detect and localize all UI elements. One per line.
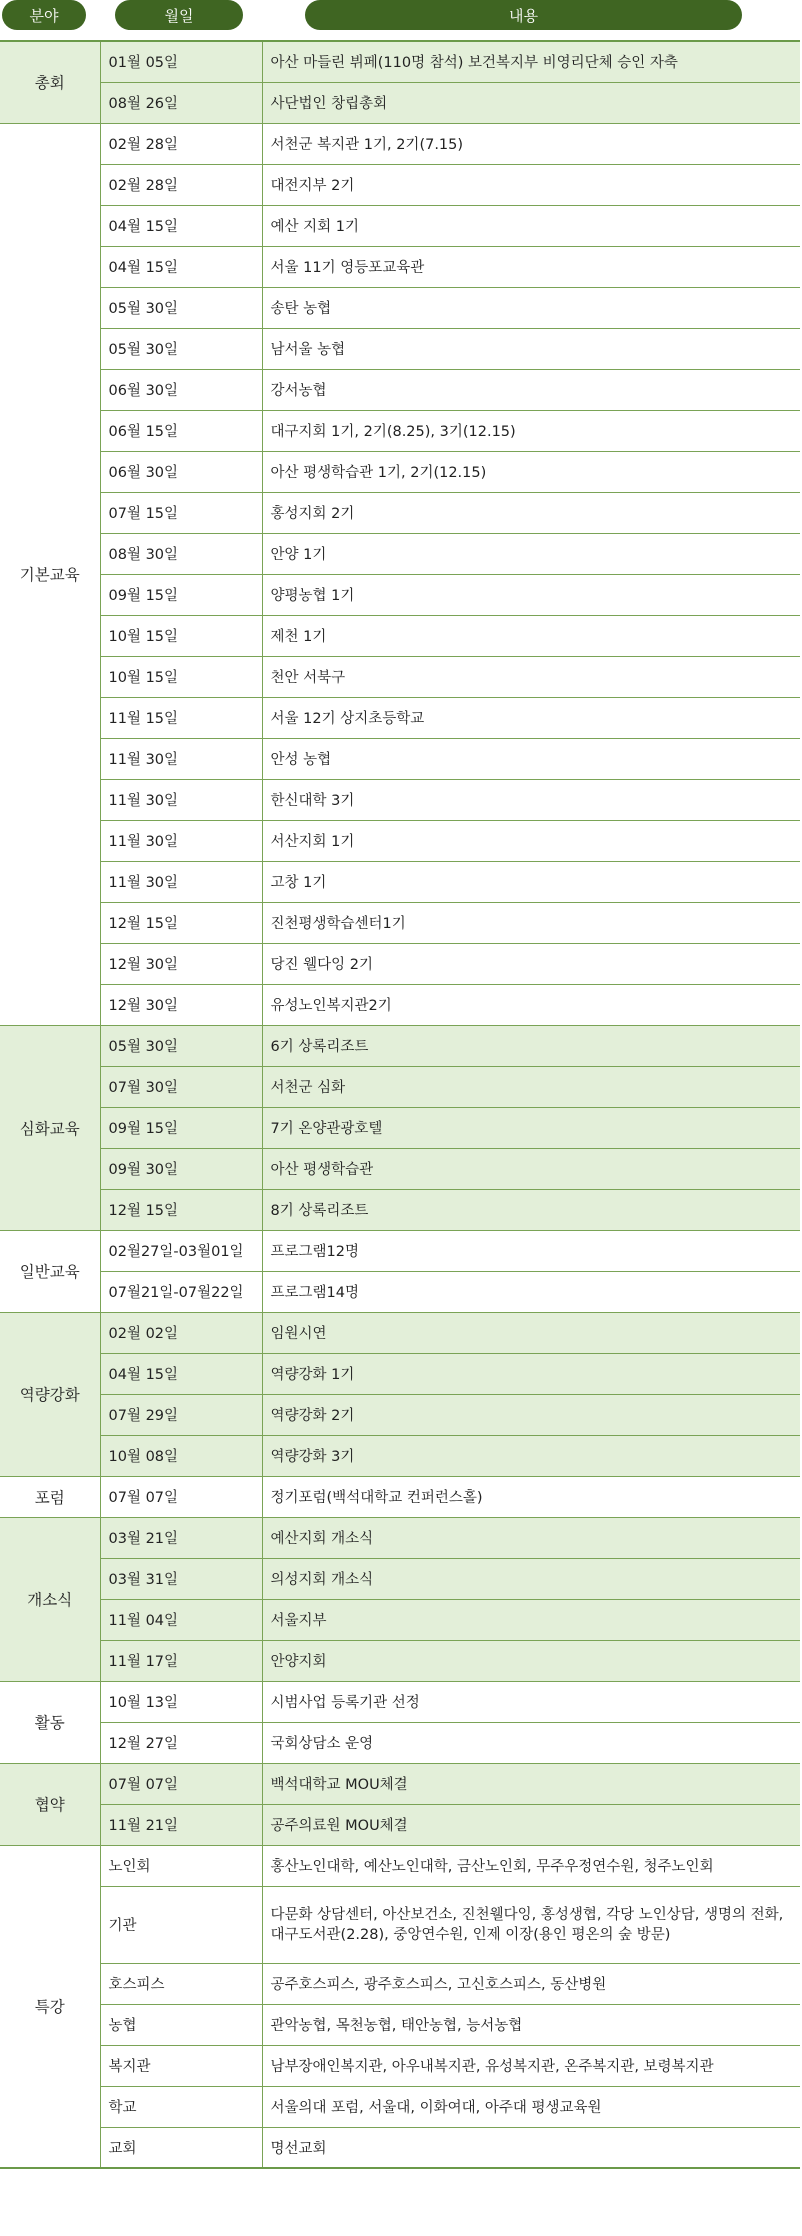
category-cell: 특강 bbox=[0, 1845, 100, 2168]
table-row bbox=[0, 615, 800, 656]
content-cell: 의성지회 개소식 bbox=[262, 1558, 800, 1599]
date-cell: 07월 07일 bbox=[100, 1476, 262, 1517]
content-cell: 관악농협, 목천농협, 태안농협, 능서농협 bbox=[262, 2004, 800, 2045]
date-cell: 06월 15일 bbox=[100, 410, 262, 451]
date-cell: 복지관 bbox=[100, 2045, 262, 2086]
table-row bbox=[0, 1025, 800, 1066]
content-cell: 예산지회 개소식 bbox=[262, 1517, 800, 1558]
content-cell: 남부장애인복지관, 아우내복지관, 유성복지관, 온주복지관, 보령복지관 bbox=[262, 2045, 800, 2086]
date-cell: 09월 30일 bbox=[100, 1148, 262, 1189]
content-cell: 한신대학 3기 bbox=[262, 779, 800, 820]
content-cell: 사단법인 창립총회 bbox=[262, 82, 800, 123]
content-cell: 송탄 농협 bbox=[262, 287, 800, 328]
table-header bbox=[0, 0, 802, 40]
content-cell: 서천군 심화 bbox=[262, 1066, 800, 1107]
content-cell: 서울 11기 영등포교육관 bbox=[262, 246, 800, 287]
date-cell: 01월 05일 bbox=[100, 41, 262, 82]
date-cell: 04월 15일 bbox=[100, 246, 262, 287]
table-row bbox=[0, 697, 800, 738]
date-cell: 04월 15일 bbox=[100, 205, 262, 246]
date-cell: 11월 04일 bbox=[100, 1599, 262, 1640]
table-row bbox=[0, 1640, 800, 1681]
content-cell: 서울지부 bbox=[262, 1599, 800, 1640]
date-cell: 12월 30일 bbox=[100, 943, 262, 984]
content-cell: 안양지회 bbox=[262, 1640, 800, 1681]
date-cell: 07월 07일 bbox=[100, 1763, 262, 1804]
events-table bbox=[0, 40, 800, 2169]
table-row bbox=[0, 41, 800, 82]
content-cell: 유성노인복지관2기 bbox=[262, 984, 800, 1025]
date-cell: 07월 30일 bbox=[100, 1066, 262, 1107]
date-cell: 11월 17일 bbox=[100, 1640, 262, 1681]
content-cell: 6기 상록리조트 bbox=[262, 1025, 800, 1066]
table-row bbox=[0, 1066, 800, 1107]
table-row bbox=[0, 1886, 800, 1963]
content-cell: 강서농협 bbox=[262, 369, 800, 410]
table-row bbox=[0, 1148, 800, 1189]
content-cell: 천안 서북구 bbox=[262, 656, 800, 697]
table-row bbox=[0, 861, 800, 902]
date-cell: 11월 30일 bbox=[100, 861, 262, 902]
table-row bbox=[0, 1189, 800, 1230]
content-cell: 공주호스피스, 광주호스피스, 고신호스피스, 동산병원 bbox=[262, 1963, 800, 2004]
content-cell: 임원시연 bbox=[262, 1312, 800, 1353]
date-cell: 04월 15일 bbox=[100, 1353, 262, 1394]
date-cell: 10월 15일 bbox=[100, 615, 262, 656]
header-content: 내용 bbox=[305, 0, 742, 30]
table-row bbox=[0, 1963, 800, 2004]
date-cell: 07월21일-07월22일 bbox=[100, 1271, 262, 1312]
content-cell: 서산지회 1기 bbox=[262, 820, 800, 861]
date-cell: 10월 15일 bbox=[100, 656, 262, 697]
table-row bbox=[0, 410, 800, 451]
table-row bbox=[0, 2086, 800, 2127]
table-row bbox=[0, 1681, 800, 1722]
date-cell: 09월 15일 bbox=[100, 1107, 262, 1148]
content-cell: 예산 지회 1기 bbox=[262, 205, 800, 246]
table-row bbox=[0, 1804, 800, 1845]
header-date: 월일 bbox=[115, 0, 243, 30]
content-cell: 공주의료원 MOU체결 bbox=[262, 1804, 800, 1845]
content-cell: 시범사업 등록기관 선정 bbox=[262, 1681, 800, 1722]
content-cell: 국회상담소 운영 bbox=[262, 1722, 800, 1763]
table-row bbox=[0, 820, 800, 861]
category-cell: 포럼 bbox=[0, 1476, 100, 1517]
category-cell: 일반교육 bbox=[0, 1230, 100, 1312]
category-cell: 총회 bbox=[0, 41, 100, 123]
date-cell: 05월 30일 bbox=[100, 328, 262, 369]
table-row bbox=[0, 1722, 800, 1763]
date-cell: 03월 31일 bbox=[100, 1558, 262, 1599]
table-row bbox=[0, 1271, 800, 1312]
date-cell: 03월 21일 bbox=[100, 1517, 262, 1558]
content-cell: 대구지회 1기, 2기(8.25), 3기(12.15) bbox=[262, 410, 800, 451]
date-cell: 노인회 bbox=[100, 1845, 262, 1886]
date-cell: 11월 30일 bbox=[100, 738, 262, 779]
table-row bbox=[0, 902, 800, 943]
date-cell: 02월 02일 bbox=[100, 1312, 262, 1353]
table-row bbox=[0, 1476, 800, 1517]
content-cell: 프로그램14명 bbox=[262, 1271, 800, 1312]
content-cell: 대전지부 2기 bbox=[262, 164, 800, 205]
date-cell: 05월 30일 bbox=[100, 1025, 262, 1066]
content-cell: 양평농협 1기 bbox=[262, 574, 800, 615]
table-row bbox=[0, 943, 800, 984]
date-cell: 06월 30일 bbox=[100, 451, 262, 492]
date-cell: 08월 26일 bbox=[100, 82, 262, 123]
content-cell: 역량강화 2기 bbox=[262, 1394, 800, 1435]
content-cell: 서천군 복지관 1기, 2기(7.15) bbox=[262, 123, 800, 164]
date-cell: 11월 30일 bbox=[100, 779, 262, 820]
date-cell: 12월 15일 bbox=[100, 902, 262, 943]
content-cell: 제천 1기 bbox=[262, 615, 800, 656]
table-row bbox=[0, 1312, 800, 1353]
category-cell: 역량강화 bbox=[0, 1312, 100, 1476]
table-row bbox=[0, 1763, 800, 1804]
date-cell: 07월 15일 bbox=[100, 492, 262, 533]
date-cell: 06월 30일 bbox=[100, 369, 262, 410]
date-cell: 02월 28일 bbox=[100, 123, 262, 164]
date-cell: 학교 bbox=[100, 2086, 262, 2127]
table-row bbox=[0, 1394, 800, 1435]
date-cell: 12월 15일 bbox=[100, 1189, 262, 1230]
content-cell: 서울의대 포럼, 서울대, 이화여대, 아주대 평생교육원 bbox=[262, 2086, 800, 2127]
content-cell: 고창 1기 bbox=[262, 861, 800, 902]
table-row bbox=[0, 1353, 800, 1394]
content-cell: 진천평생학습센터1기 bbox=[262, 902, 800, 943]
date-cell: 11월 21일 bbox=[100, 1804, 262, 1845]
table-row bbox=[0, 779, 800, 820]
table-row bbox=[0, 2004, 800, 2045]
content-cell: 안양 1기 bbox=[262, 533, 800, 574]
content-cell: 8기 상록리조트 bbox=[262, 1189, 800, 1230]
content-cell: 백석대학교 MOU체결 bbox=[262, 1763, 800, 1804]
date-cell: 12월 30일 bbox=[100, 984, 262, 1025]
content-cell: 역량강화 3기 bbox=[262, 1435, 800, 1476]
table-row bbox=[0, 451, 800, 492]
content-cell: 아산 평생학습관 1기, 2기(12.15) bbox=[262, 451, 800, 492]
table-row bbox=[0, 1435, 800, 1476]
table-row bbox=[0, 164, 800, 205]
table-row bbox=[0, 328, 800, 369]
category-cell: 협약 bbox=[0, 1763, 100, 1845]
content-cell: 정기포럼(백석대학교 컨퍼런스홀) bbox=[262, 1476, 800, 1517]
date-cell: 08월 30일 bbox=[100, 533, 262, 574]
date-cell: 호스피스 bbox=[100, 1963, 262, 2004]
date-cell: 기관 bbox=[100, 1886, 262, 1963]
content-cell: 안성 농협 bbox=[262, 738, 800, 779]
date-cell: 10월 08일 bbox=[100, 1435, 262, 1476]
date-cell: 12월 27일 bbox=[100, 1722, 262, 1763]
table-row bbox=[0, 984, 800, 1025]
date-cell: 05월 30일 bbox=[100, 287, 262, 328]
content-cell: 당진 웰다잉 2기 bbox=[262, 943, 800, 984]
table-row bbox=[0, 205, 800, 246]
table-row bbox=[0, 1845, 800, 1886]
category-cell: 기본교육 bbox=[0, 123, 100, 1025]
category-cell: 활동 bbox=[0, 1681, 100, 1763]
table-row bbox=[0, 1599, 800, 1640]
table-row bbox=[0, 492, 800, 533]
table-row bbox=[0, 287, 800, 328]
date-cell: 07월 29일 bbox=[100, 1394, 262, 1435]
table-row bbox=[0, 123, 800, 164]
header-category: 분야 bbox=[2, 0, 86, 30]
content-cell: 프로그램12명 bbox=[262, 1230, 800, 1271]
table-row bbox=[0, 246, 800, 287]
table-row bbox=[0, 738, 800, 779]
content-cell: 아산 마들린 뷔페(110명 참석) 보건복지부 비영리단체 승인 자축 bbox=[262, 41, 800, 82]
content-cell: 7기 온양관광호텔 bbox=[262, 1107, 800, 1148]
content-cell: 서울 12기 상지초등학교 bbox=[262, 697, 800, 738]
table-row bbox=[0, 1558, 800, 1599]
table-row bbox=[0, 533, 800, 574]
date-cell: 농협 bbox=[100, 2004, 262, 2045]
content-cell: 다문화 상담센터, 아산보건소, 진천웰다잉, 홍성생협, 각당 노인상담, 생명의 전화, 대구도서관(2.28), 중앙연수원, 인제 이장(용인 평온의 숲 방문) bbox=[262, 1886, 800, 1963]
date-cell: 교회 bbox=[100, 2127, 262, 2168]
content-cell: 홍산노인대학, 예산노인대학, 금산노인회, 무주우정연수원, 청주노인회 bbox=[262, 1845, 800, 1886]
category-cell: 개소식 bbox=[0, 1517, 100, 1681]
events-table-body bbox=[0, 41, 800, 2168]
content-cell: 홍성지회 2기 bbox=[262, 492, 800, 533]
date-cell: 10월 13일 bbox=[100, 1681, 262, 1722]
date-cell: 02월27일-03월01일 bbox=[100, 1230, 262, 1271]
content-cell: 역량강화 1기 bbox=[262, 1353, 800, 1394]
table-row bbox=[0, 2045, 800, 2086]
table-row bbox=[0, 2127, 800, 2168]
date-cell: 11월 30일 bbox=[100, 820, 262, 861]
content-cell: 명선교회 bbox=[262, 2127, 800, 2168]
date-cell: 11월 15일 bbox=[100, 697, 262, 738]
content-cell: 아산 평생학습관 bbox=[262, 1148, 800, 1189]
table-row bbox=[0, 1107, 800, 1148]
table-row bbox=[0, 574, 800, 615]
table-row bbox=[0, 1517, 800, 1558]
date-cell: 02월 28일 bbox=[100, 164, 262, 205]
date-cell: 09월 15일 bbox=[100, 574, 262, 615]
category-cell: 심화교육 bbox=[0, 1025, 100, 1230]
table-row bbox=[0, 82, 800, 123]
table-row bbox=[0, 1230, 800, 1271]
content-cell: 남서울 농협 bbox=[262, 328, 800, 369]
table-row bbox=[0, 656, 800, 697]
table-row bbox=[0, 369, 800, 410]
